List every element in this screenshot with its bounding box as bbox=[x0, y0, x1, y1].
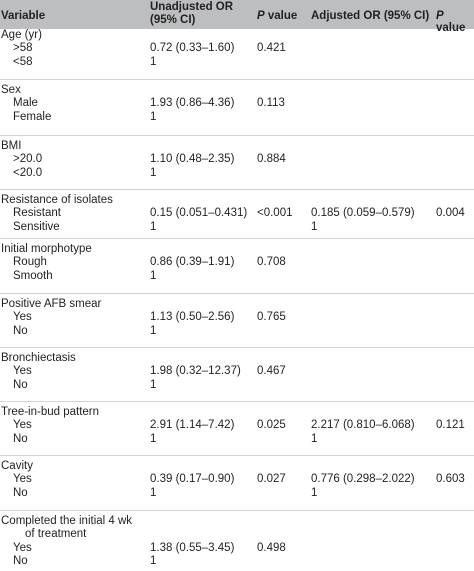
unadjusted-or: 1.98 (0.32–12.37) bbox=[150, 365, 241, 378]
group-title: Cavity bbox=[1, 460, 33, 472]
p-value: 0.765 bbox=[257, 311, 286, 324]
row-label: No bbox=[13, 486, 28, 499]
row-label: Yes bbox=[13, 473, 32, 486]
adjusted-p-value: 0.603 bbox=[436, 473, 465, 486]
row-label: Male bbox=[13, 97, 38, 110]
p-value: 0.884 bbox=[257, 153, 286, 166]
row-label: No bbox=[13, 324, 28, 337]
unadjusted-or: 0.86 (0.39–1.91) bbox=[150, 256, 235, 269]
p-value: 0.708 bbox=[257, 256, 286, 269]
unadjusted-or: 1 bbox=[150, 55, 157, 68]
row-label: <20.0 bbox=[13, 166, 43, 179]
group-title: Positive AFB smear bbox=[1, 298, 102, 310]
group-separator bbox=[0, 189, 474, 190]
group-title: Completed the initial 4 wk bbox=[1, 515, 133, 527]
adjusted-or: 2.217 (0.810–6.068) bbox=[311, 419, 415, 432]
unadjusted-or: 1.38 (0.55–3.45) bbox=[150, 541, 235, 554]
unadjusted-or: 0.39 (0.17–0.90) bbox=[150, 473, 235, 486]
unadjusted-or: 1 bbox=[150, 324, 157, 337]
group-separator bbox=[0, 293, 474, 294]
row-label: Rough bbox=[13, 256, 47, 269]
header-unadjusted-line1: Unadjusted OR bbox=[150, 1, 234, 13]
adjusted-or: 0.185 (0.059–0.579) bbox=[311, 207, 415, 220]
p-value: 0.113 bbox=[257, 97, 285, 110]
group-title: Bronchiectasis bbox=[1, 352, 76, 364]
row-label: No bbox=[13, 378, 28, 391]
adjusted-p-value: 0.121 bbox=[436, 419, 465, 432]
adjusted-or: 1 bbox=[311, 432, 318, 445]
row-label: Yes bbox=[13, 365, 32, 378]
p-value: 0.027 bbox=[257, 473, 286, 486]
p-value: 0.498 bbox=[257, 541, 286, 554]
row-label: Resistant bbox=[13, 207, 61, 220]
group-title: Sex bbox=[1, 84, 21, 96]
unadjusted-or: 1 bbox=[150, 378, 157, 391]
unadjusted-or: 1 bbox=[150, 110, 157, 123]
unadjusted-or: 1.93 (0.86–4.36) bbox=[150, 97, 235, 110]
group-separator bbox=[0, 401, 474, 402]
row-label: Yes bbox=[13, 419, 32, 432]
p-value: 0.467 bbox=[257, 365, 286, 378]
table-header bbox=[0, 0, 474, 34]
header-adjusted: Adjusted OR (95% CI) bbox=[311, 10, 430, 22]
header-p-word-2: value bbox=[436, 22, 466, 34]
header-p-letter-2: P bbox=[436, 10, 444, 22]
unadjusted-or: 0.72 (0.33–1.60) bbox=[150, 42, 235, 55]
header-p-value bbox=[257, 10, 297, 22]
unadjusted-or: 2.91 (1.14–7.42) bbox=[150, 419, 235, 432]
group-separator bbox=[0, 455, 474, 456]
unadjusted-or: 1 bbox=[150, 432, 157, 445]
unadjusted-or: 1 bbox=[150, 269, 157, 282]
row-label: >20.0 bbox=[13, 153, 43, 166]
unadjusted-or: 1.10 (0.48–2.35) bbox=[150, 153, 235, 166]
p-value: <0.001 bbox=[257, 207, 293, 220]
adjusted-or: 1 bbox=[311, 220, 318, 233]
row-label: <58 bbox=[13, 55, 33, 68]
row-label: No bbox=[13, 555, 28, 568]
group-separator bbox=[0, 79, 474, 80]
group-title: Initial morphotype bbox=[1, 243, 92, 255]
adjusted-or: 1 bbox=[311, 486, 318, 499]
group-title: Age (yr) bbox=[1, 29, 42, 41]
group-title: BMI bbox=[1, 140, 22, 152]
row-label: Sensitive bbox=[13, 220, 60, 233]
adjusted-or: 0.776 (0.298–2.022) bbox=[311, 473, 415, 486]
group-separator bbox=[0, 510, 474, 511]
group-separator bbox=[0, 238, 474, 239]
unadjusted-or: 1 bbox=[150, 555, 157, 568]
header-variable: Variable bbox=[1, 10, 46, 22]
row-label: Smooth bbox=[13, 269, 53, 282]
p-value: 0.025 bbox=[257, 419, 286, 432]
group-title: Tree-in-bud pattern bbox=[1, 406, 100, 418]
unadjusted-or: 1 bbox=[150, 220, 157, 233]
group-separator bbox=[0, 135, 474, 136]
group-title: Resistance of isolates bbox=[1, 194, 113, 206]
unadjusted-or: 1 bbox=[150, 166, 157, 179]
unadjusted-or: 1.13 (0.50–2.56) bbox=[150, 311, 235, 324]
unadjusted-or: 1 bbox=[150, 486, 157, 499]
p-value: 0.421 bbox=[257, 42, 286, 55]
header-p-value-adjusted bbox=[436, 10, 474, 34]
group-title: of treatment bbox=[25, 528, 87, 541]
row-label: Female bbox=[13, 110, 52, 123]
row-label: >58 bbox=[13, 42, 33, 55]
row-label: Yes bbox=[13, 311, 32, 324]
adjusted-p-value: 0.004 bbox=[436, 207, 465, 220]
group-separator bbox=[0, 347, 474, 348]
row-label: Yes bbox=[13, 541, 32, 554]
header-p-word: value bbox=[264, 10, 298, 22]
row-label: No bbox=[13, 432, 28, 445]
header-unadjusted-line2: (95% CI) bbox=[150, 14, 196, 26]
header-p-letter: P bbox=[257, 10, 265, 22]
unadjusted-or: 0.15 (0.051–0.431) bbox=[150, 207, 248, 220]
